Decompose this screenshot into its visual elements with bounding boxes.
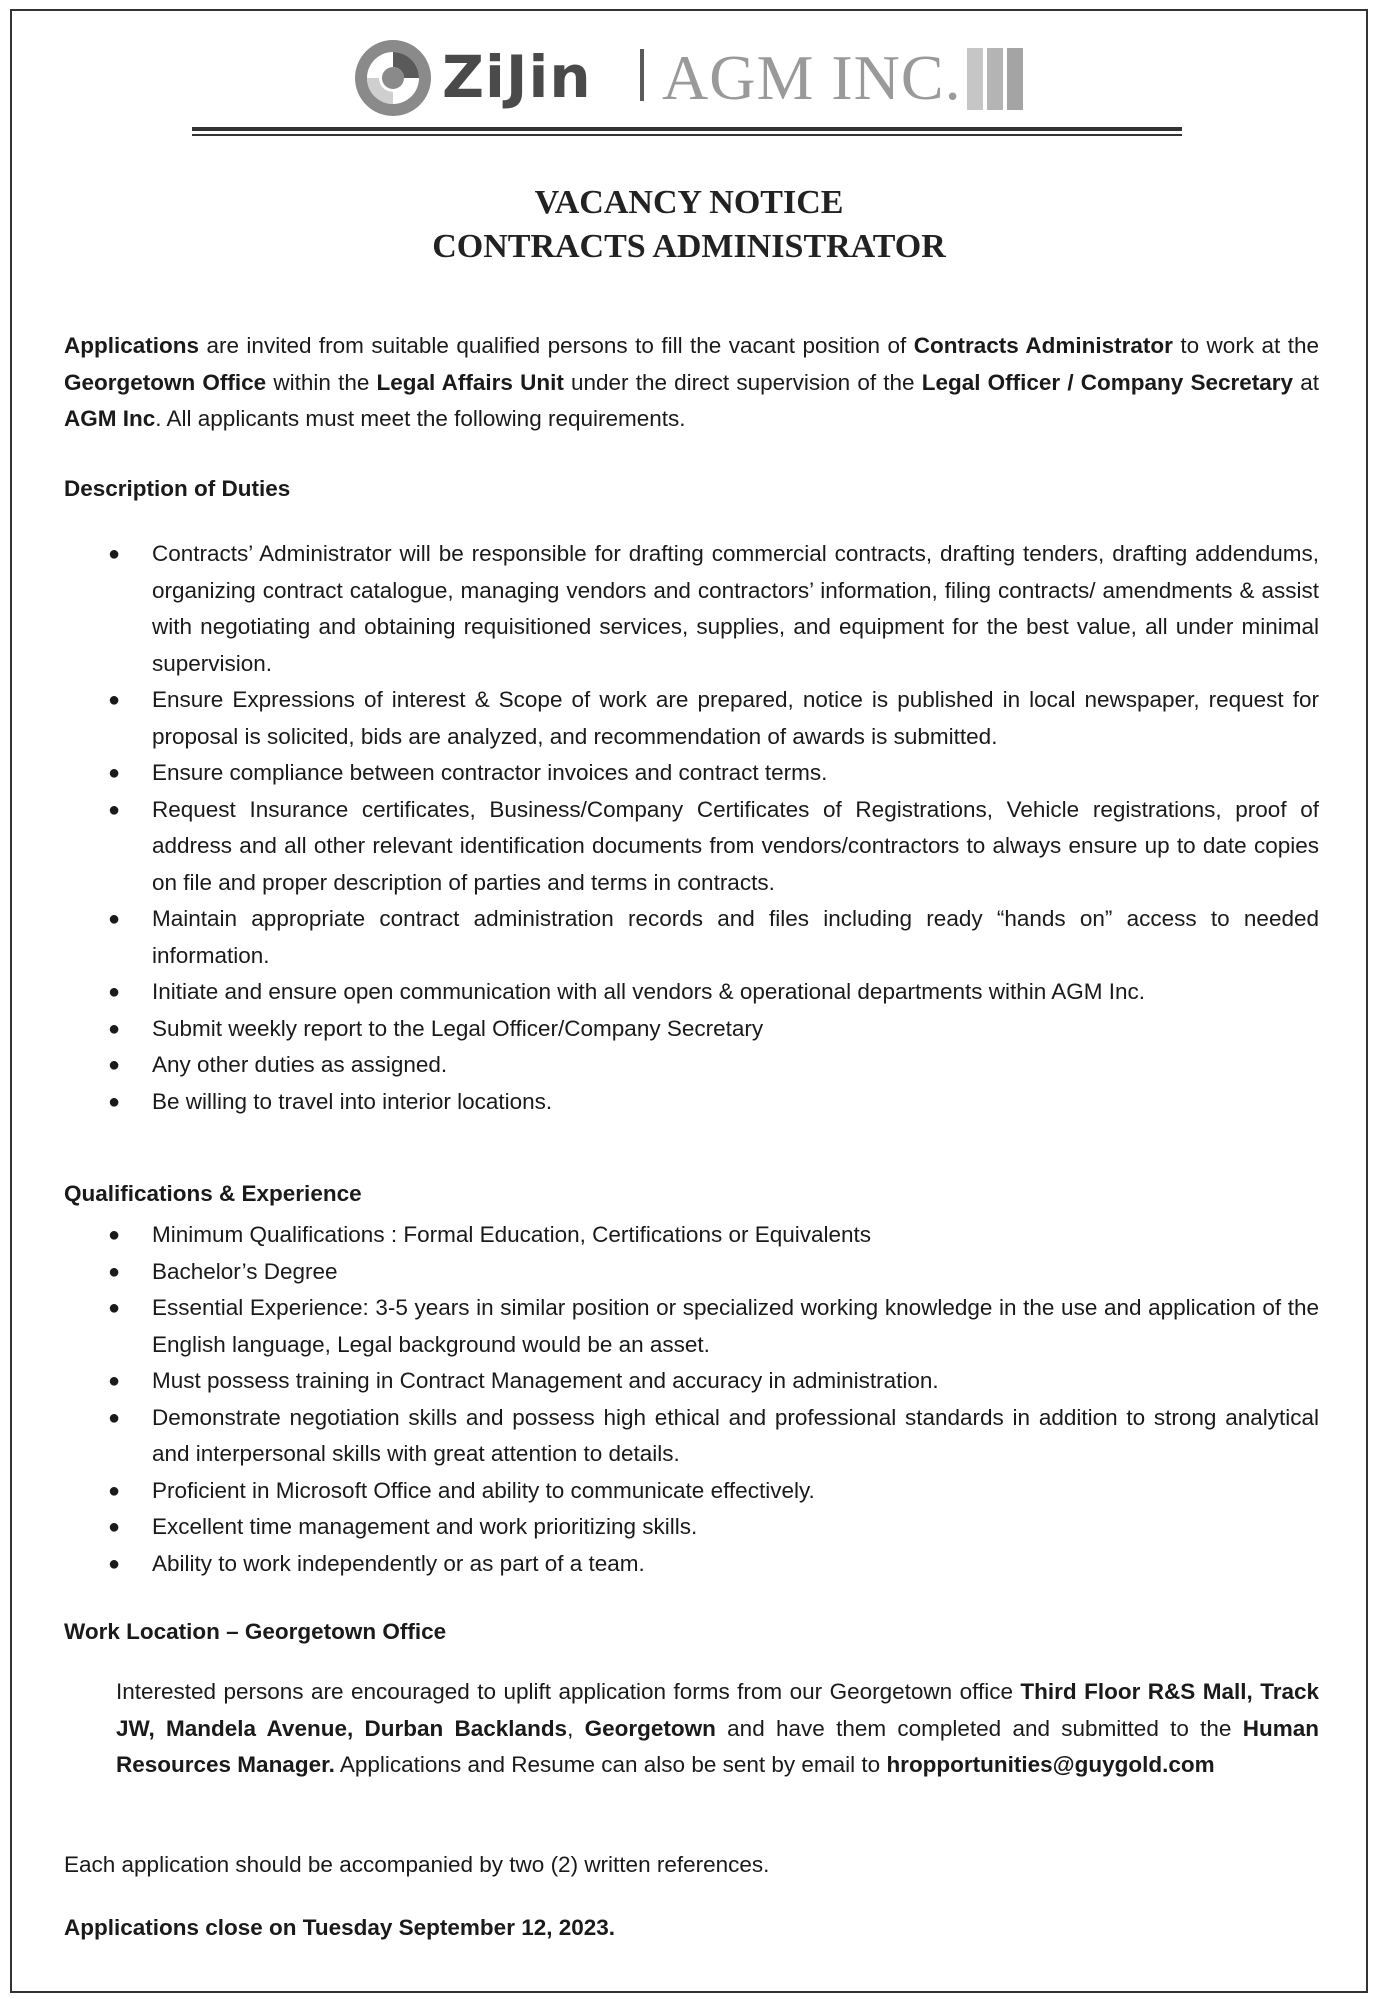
- zijin-wordmark: ZiJin: [442, 43, 592, 111]
- list-item: ● Any other duties as assigned.: [64, 1047, 1319, 1084]
- list-item: ● Submit weekly report to the Legal Officer/Company Secretary: [64, 1011, 1319, 1048]
- bullet-icon: ●: [108, 543, 121, 565]
- work-location-heading: Work Location – Georgetown Office: [64, 1619, 447, 1644]
- hr-manager: Human Resources Manager.: [116, 1715, 1319, 1777]
- application-instructions: Interested persons are encouraged to uplift application forms from our Georgetown office Third Floor R&S Mall, Track JW, Mandela Avenue, Durban Backlands, Georgetown and have them completed and submitted to the Human Resources Manager. Applications and Resume can also be sent by email to hropportunities@guygold.com: [116, 1679, 1319, 1777]
- list-item: ● Essential Experience: 3-5 years in similar position or specialized working knowledge in the use and application of the English language, Legal background would be an asset.: [64, 1290, 1319, 1363]
- intro-paragraph: Applications are invited from suitable qualified persons to fill the vacant position of Contracts Administrator to work at the Georgetown Office within the Legal Affairs Unit under the direct supervision of the Legal Officer / Company Secretary at AGM Inc. All applicants must meet the following requirements.: [64, 333, 1319, 431]
- list-item: ● Request Insurance certificates, Business/Company Certificates of Registrations, Vehicle registrations, proof of address and all other relevant identification documents from vendors/contractors to always ensure up to date copies on file and proper description of parties and terms in contracts.: [64, 792, 1319, 902]
- duties-list: [64, 536, 1319, 1120]
- list-item: ● Maintain appropriate contract administration records and files including ready “hands on” access to needed information.: [64, 901, 1319, 974]
- list-item: ● Ensure compliance between contractor invoices and contract terms.: [64, 755, 1319, 792]
- qualifications-list: [64, 1217, 1319, 1582]
- title-vacancy-notice: VACANCY NOTICE: [534, 184, 844, 221]
- duties-heading: Description of Duties: [64, 476, 291, 501]
- bullet-icon: ●: [108, 689, 121, 711]
- bullet-icon: ●: [108, 1090, 121, 1113]
- title-position: CONTRACTS ADMINISTRATOR: [432, 228, 946, 265]
- page-title: [12, 181, 1366, 269]
- letterhead: [12, 35, 1366, 121]
- bullet-icon: ●: [108, 1479, 121, 1502]
- qualifications-heading: Qualifications & Experience: [64, 1181, 362, 1206]
- list-item: ● Be willing to travel into interior locations.: [64, 1084, 1319, 1121]
- zijin-logo-icon: [352, 37, 434, 119]
- list-item: ● Bachelor’s Degree: [64, 1254, 1319, 1291]
- agm-bars-icon: [967, 48, 1023, 110]
- vacancy-notice-page: [10, 9, 1368, 1993]
- list-item: ● Initiate and ensure open communication with all vendors & operational departments within AGM Inc.: [64, 974, 1319, 1011]
- bullet-icon: ●: [108, 762, 121, 784]
- bullet-icon: ●: [108, 908, 121, 930]
- list-item: ● Must possess training in Contract Management and accuracy in administration.: [64, 1363, 1319, 1400]
- references-note: Each application should be accompanied by two (2) written references.: [64, 1852, 770, 1877]
- bullet-icon: ●: [108, 1552, 121, 1575]
- bullet-icon: ●: [108, 1054, 121, 1076]
- header-rule-thin: [192, 134, 1182, 136]
- application-email: hropportunities@guygold.com: [886, 1752, 1215, 1777]
- list-item: ● Ability to work independently or as part of a team.: [64, 1546, 1319, 1583]
- bullet-icon: ●: [108, 1516, 121, 1538]
- list-item: ● Demonstrate negotiation skills and possess high ethical and professional standards in addition to strong analytical and interpersonal skills with great attention to details.: [64, 1400, 1319, 1473]
- agm-wordmark: AGM INC.: [662, 42, 962, 113]
- list-item: ● Proficient in Microsoft Office and ability to communicate effectively.: [64, 1473, 1319, 1510]
- bullet-icon: ●: [108, 798, 121, 821]
- bullet-icon: ●: [108, 1224, 121, 1246]
- bullet-icon: ●: [108, 1017, 121, 1040]
- closing-date: Applications close on Tuesday September 12, 2023.: [64, 1915, 616, 1940]
- bullet-icon: ●: [108, 1370, 121, 1392]
- list-item: ● Excellent time management and work prioritizing skills.: [64, 1509, 1319, 1546]
- header-rule-thick: [192, 127, 1182, 131]
- office-address: Third Floor R&S Mall, Track JW, Mandela Avenue, Durban Backlands: [116, 1679, 1319, 1741]
- list-item: ● Contracts’ Administrator will be responsible for drafting commercial contracts, drafting tenders, drafting addendums, organizing contract catalogue, managing vendors and contractors’ information, filing contracts/ amendments & assist with negotiating and obtaining requisitioned services, supplies, and equipment for the best value, all under minimal supervision.: [64, 536, 1319, 682]
- bullet-icon: ●: [108, 1406, 121, 1429]
- brand-separator: [640, 49, 644, 101]
- bullet-icon: ●: [108, 1260, 121, 1283]
- bullet-icon: ●: [108, 981, 121, 1003]
- bullet-icon: ●: [108, 1297, 121, 1319]
- list-item: ● Ensure Expressions of interest & Scope of work are prepared, notice is published in local newspaper, request for proposal is solicited, bids are analyzed, and recommendation of awards is submitted.: [64, 682, 1319, 755]
- list-item: ● Minimum Qualifications : Formal Education, Certifications or Equivalents: [64, 1217, 1319, 1254]
